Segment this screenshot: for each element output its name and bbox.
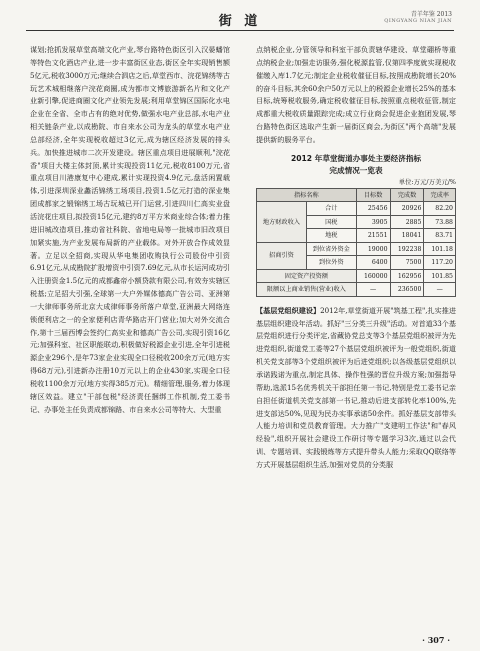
- page-header: [0, 0, 480, 40]
- table-cell: 6400: [356, 256, 390, 270]
- table-cell: 101.85: [424, 269, 456, 283]
- table-cell: —: [356, 283, 390, 297]
- table-cell: 2885: [390, 215, 424, 229]
- yearbook-title-en: QINGYANG NIAN JIAN: [384, 18, 452, 24]
- section-heading: 【基层党组织建设】: [256, 305, 321, 315]
- table-header: 完成数: [390, 188, 424, 202]
- table-header-row: [257, 188, 456, 202]
- table-cell: 82.20: [424, 202, 456, 216]
- table-cell: 101.18: [424, 242, 456, 256]
- section-title: 街 道: [218, 14, 262, 29]
- body-paragraph: 点纳税企业,分管领导和科室干部负责辖华建设、草堂硼桥等重点纳税企业;加强走访服务,强化税源监管,仅第四季度就实现税收催缴入库1.7亿元;制定企业税收催征目标,按照成勘院增长20%的奋斗目标,其余60余户50万元以上的税源企业增长25%的基本目标,统筹税收服务,确定税收催征目标,按照重点税收征管,制定成都重大税收质量跟踪完成;成立行业商会促进企业抱团发展,琴台路特色街区选取产生新一届街区商会,为街区"两个高端"发展提供新的服务平台。: [256, 45, 456, 144]
- table-row: [257, 202, 456, 216]
- right-column: [256, 44, 456, 472]
- section-text: 2012年,草堂街道开展"筑基工程",扎实推进基层组织建设年活动。抓好"三分类三升级"活动。对首道33个基层党组织进行分类评定,省藏协党总支等3个基层党组织被评为先进党组织,街道党工委等27个基层党组织被评为一般党组织,街道机关党支部等3个党组织被评为后进党组织;以各级基层党组织以承诺践诺为重点,制定具体、操作性强的晋位升级方案;加强指导帮助,选派15名优秀机关干部担任第一书记,特别是党工委书记亲自担任街道机关党支部第一书记,推动后进支部转化率100%,先进支部达50%,见现为民办实事承诺50余件。抓好基层支部带头人能力培训和党员教育管理。大力推广"支建明工作法"和"春风经验",组织开展社会建设工作研讨等专题学习3次,通过以会代训、专题培训、实践锻炼等方式提升带头人能力;采取QQ联络等方式开展基层组织生活,加强对党员的分类服: [256, 305, 456, 469]
- header-rule: [26, 30, 454, 31]
- left-column: [30, 44, 230, 416]
- table-cell: 到位省外资金: [306, 242, 356, 256]
- table-group-cell: 招商引资: [257, 242, 307, 269]
- table-group-cell: 地方财政收入: [257, 202, 307, 243]
- table-cell: 3905: [356, 215, 390, 229]
- table-row: [257, 269, 456, 283]
- table-cell: 到位外资: [306, 256, 356, 270]
- table-cell: 73.88: [424, 215, 456, 229]
- table-cell: 7500: [390, 256, 424, 270]
- table-header: 目标数: [356, 188, 390, 202]
- table-cell: 83.71: [424, 229, 456, 243]
- table-header: 完成率: [424, 188, 456, 202]
- table-header: 指标名称: [257, 188, 357, 202]
- table-unit: 单位:万元/万美元/%: [398, 177, 456, 186]
- body-paragraph: [256, 305, 456, 472]
- table-cell: 19000: [356, 242, 390, 256]
- table-cell: 国税: [306, 215, 356, 229]
- table-cell: 236500: [390, 283, 424, 297]
- table-title-line1: 2012 年草堂街道办事处主要经济指标: [290, 153, 422, 163]
- table-row: [257, 242, 456, 256]
- table-cell: 地税: [306, 229, 356, 243]
- table-cell: 18041: [390, 229, 424, 243]
- table-cell: 160000: [356, 269, 390, 283]
- table-cell: 192238: [390, 242, 424, 256]
- table-title: [256, 153, 456, 177]
- economic-indicators-table: [256, 188, 456, 297]
- page-number: · 307 ·: [422, 635, 450, 645]
- yearbook-title: 青羊年鉴 2013: [410, 11, 452, 18]
- table-group-cell: 固定资产投资额: [257, 269, 357, 283]
- table-cell: 20926: [390, 202, 424, 216]
- table-cell: 117.20: [424, 256, 456, 270]
- table-cell: 合计: [306, 202, 356, 216]
- body-paragraph: 谋划;抢抓发展草堂高端文化产业,琴台路特色街区引入汉晏蟠馆等特色文化酒店产业,进一步丰富街区业态,街区全年实现销售额5亿元,税收3000万元;继续合泗店之后,草堂西市、浣花锦绣等古玩艺术城相继落户浣花商圈,成为都市文博旅游新名片和文化产业新引擎,促进商圈文化产业领先发展;利用草堂锦区国际化水电企业在全省、全市占有的绝对优势,做强水电产业总部,水电产业相关链条产业,以成勘院、市自来水公司为龙头的草堂水电产业总部经济,全年实现税收超过3亿元,成为辖区经济发展的排头兵。加快推进城市二次开发建设。辖区重点项目进展顺利,"浣花香"项目大楼主体封顶,累计实现投资11亿元,税收8100万元,省重点项目川港康复中心建成,累计实现投资4.9亿元,盘活闲置载体,引进深圳深业蠡活锦绣工场项目,投资1.5亿元打造的深业集团成都家之锻锦绣工场古玩城已开门运营,引进四川仁高实业盘活浣花庄项目,拟投资15亿元,建约8万平方米商业综合体;着力推进旧城改造项目,推动省社科院、省地电局等一批城市旧改项目加紧实施,为产业发展布局新的产业载体。对外开放合作成效显著。立足以全招商,实现从华电集团收购执行公司股份中引资6.91亿元,从成勘院扩股增资中引资7.69亿元,从市长运河成功引入注册资金1.5亿元的成都鑫帝小额贷款有限公司,有效夯实辖区税基;立足招大引强,全球第一大户外媒体德高广告公司、亚洲第一大律师事务所北京大成律师事务所落户草堂,亚洲最大网络连锁便利店之一的全家便利店青华路店开门营业;加大对外交流合作,第十三届西博会签约仁高实业和德高广告公司,实现引资16亿元;加强科室、社区职能联动,积极做好税源企业引进,全年引进税源企业296个,是年73家企业实现全口径税收200余万元(地方实得68万元),引进新办注册10万元以上的企业430家,实现全口径税收1100余万元(地方实得385万元)。精细管理,服务,着力体现辖区效益。建立"干部包税"经济责任捆绑工作机制,党工委书记、办事处主任负责成都锦路、市自来水公司等特大、大型重: [30, 45, 230, 414]
- table-cell: 25456: [356, 202, 390, 216]
- table-cell: 21551: [356, 229, 390, 243]
- table-cell: 162956: [390, 269, 424, 283]
- table-group-cell: 限额以上商业销售(营业)收入: [257, 283, 357, 297]
- table-cell: —: [424, 283, 456, 297]
- table-row: [257, 283, 456, 297]
- table-title-line2: 完成情况一览表: [329, 165, 383, 175]
